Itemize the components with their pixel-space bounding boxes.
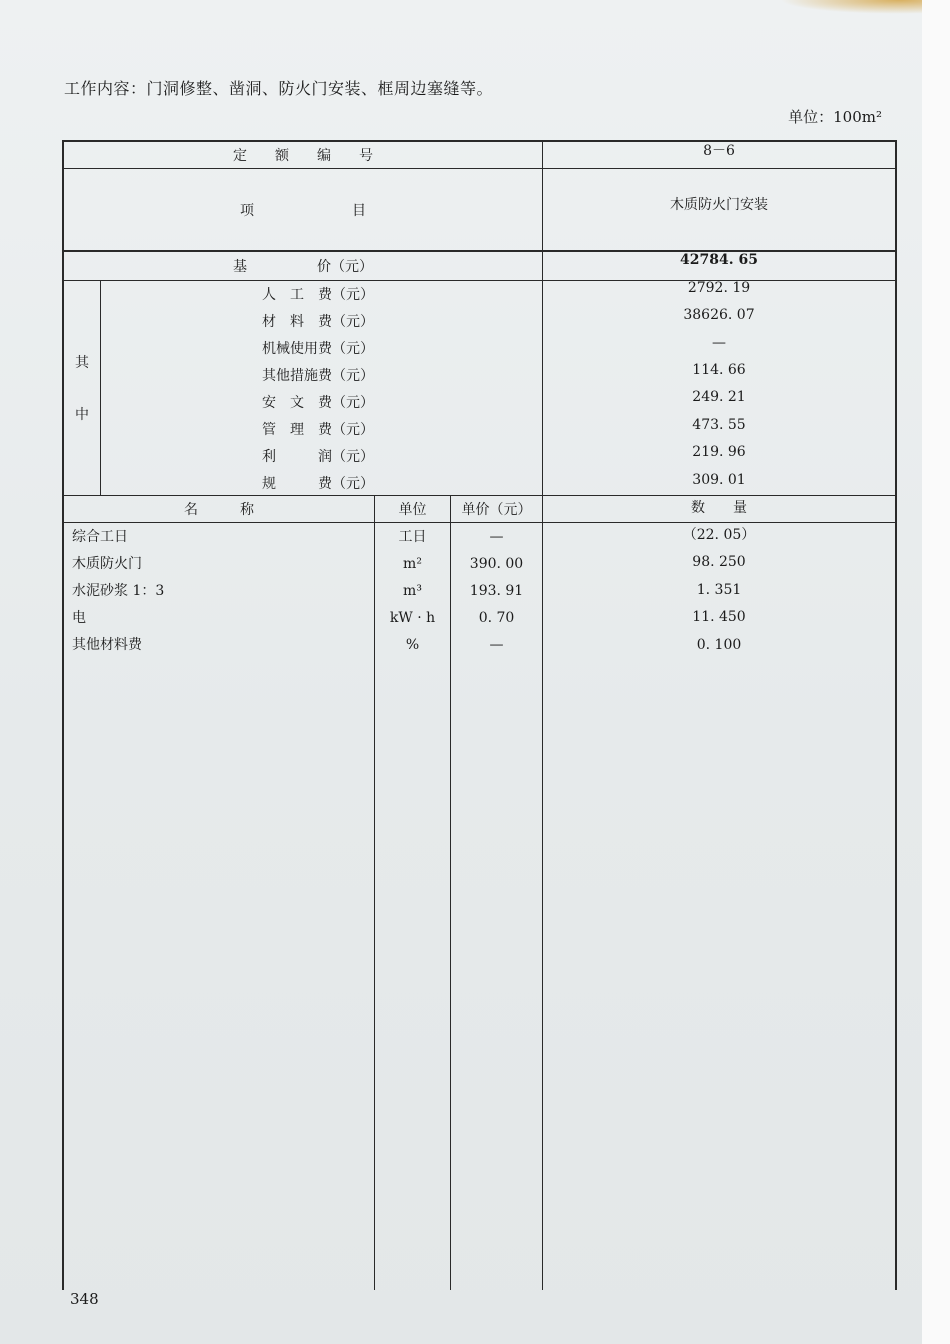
material-name: 木质防火门: [72, 556, 142, 572]
page-edge: [922, 0, 950, 1344]
unit-note: 单位：100m²: [788, 108, 882, 126]
material-name: 综合工日: [72, 529, 128, 545]
base-price-label: 基 价（元）: [233, 259, 373, 275]
material-name: 电: [72, 610, 86, 626]
material-price: 390. 00: [469, 556, 524, 572]
material-unit: m³: [403, 583, 422, 599]
divider-after-col-headers: [62, 522, 897, 523]
col-header-quantity: 数 量: [691, 500, 747, 516]
col-header-name: 名 称: [184, 502, 254, 518]
cost-row-value: 249. 21: [692, 389, 746, 405]
cost-row-value: 2792. 19: [687, 280, 751, 296]
cost-row-label: 机械使用费（元）: [262, 341, 374, 357]
divider-after-item: [62, 250, 897, 252]
material-quantity: 1. 351: [696, 582, 742, 598]
work-content-text: 工作内容：门洞修整、凿洞、防火门安装、框周边塞缝等。: [64, 79, 494, 98]
material-unit: %: [405, 637, 420, 653]
divider-after-costs: [62, 495, 897, 496]
divider-among-column: [100, 280, 101, 495]
material-quantity: 0. 100: [696, 637, 742, 653]
material-price: —: [489, 637, 504, 653]
cost-row-label: 管 理 费（元）: [262, 422, 374, 438]
material-unit: kW · h: [389, 610, 436, 626]
material-quantity: （22. 05）: [682, 527, 756, 543]
material-quantity: 11. 450: [692, 609, 746, 625]
material-price: —: [489, 529, 504, 545]
col-header-unit-price: 单价（元）: [461, 502, 532, 518]
cost-row-label: 安 文 费（元）: [262, 395, 374, 411]
material-name: 水泥砂浆 1：3: [72, 583, 165, 599]
material-price: 0. 70: [478, 610, 515, 626]
table-border-top: [62, 140, 897, 142]
cost-row-value: 473. 55: [692, 417, 746, 433]
quota-number-label: 定 额 编 号: [233, 148, 373, 164]
material-quantity: 98. 250: [692, 554, 746, 570]
material-unit: 工日: [398, 529, 427, 545]
cost-row-value: 114. 66: [692, 362, 746, 378]
material-price: 193. 91: [469, 583, 524, 599]
among-label-bottom: 中: [75, 407, 89, 423]
item-label: 项 目: [240, 203, 366, 219]
col-header-unit: 单位: [398, 502, 427, 518]
material-unit: m²: [403, 556, 422, 572]
quota-table: [62, 140, 897, 1290]
material-name: 其他材料费: [72, 637, 142, 653]
item-name: 木质防火门安装: [670, 197, 768, 213]
among-label-top: 其: [75, 355, 89, 371]
cost-row-value: —: [712, 335, 726, 351]
cost-row-label: 利 润（元）: [262, 449, 374, 465]
base-price-value: 42784. 65: [680, 252, 758, 268]
cost-row-label: 其他措施费（元）: [262, 368, 374, 384]
cost-row-value: 219. 96: [692, 444, 746, 460]
cost-row-label: 人 工 费（元）: [262, 287, 374, 303]
cost-row-value: 38626. 07: [683, 307, 755, 323]
quota-number-value: 8－6: [703, 143, 735, 159]
divider-after-quota: [62, 168, 897, 169]
cost-row-value: 309. 01: [692, 472, 746, 488]
table-border-right: [895, 140, 897, 1290]
table-border-left: [62, 140, 64, 1290]
cost-row-label: 材 料 费（元）: [262, 314, 374, 330]
page-number: 348: [70, 1290, 99, 1308]
cost-row-label: 规 费（元）: [262, 476, 374, 492]
